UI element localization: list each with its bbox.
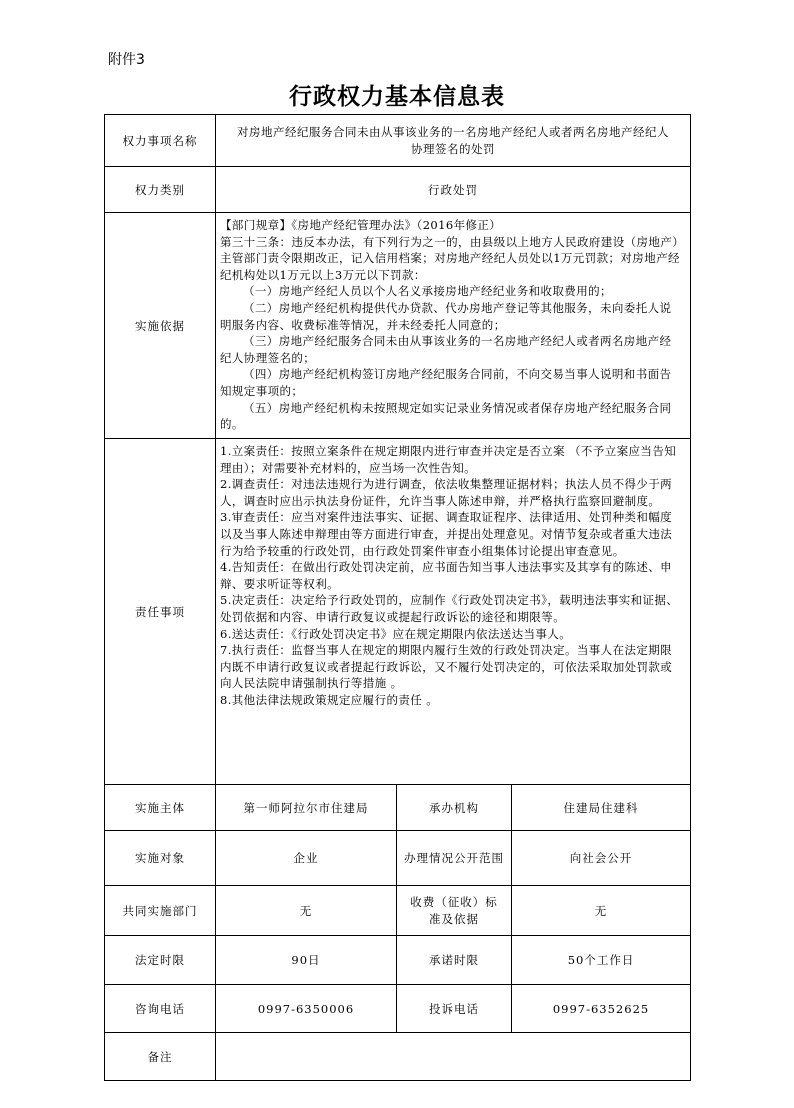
agency-value: 住建局住建科 <box>512 785 691 831</box>
consult-phone-value: 0997-6350006 <box>216 985 397 1033</box>
basis-label: 实施依据 <box>105 213 216 439</box>
row-limit <box>105 936 691 985</box>
joint-value: 无 <box>216 886 397 936</box>
target-label: 实施对象 <box>105 831 216 886</box>
remark-value <box>216 1033 691 1081</box>
row-category <box>105 167 691 213</box>
duty-content <box>216 439 691 785</box>
subject-value: 第一师阿拉尔市住建局 <box>216 785 397 831</box>
disclosure-label: 办理情况公开范围 <box>397 831 512 886</box>
duty-line: 5.决定责任：决定给予行政处罚的，应制作《行政处罚决定书》，载明违法事实和证据、处罚依据和内容、申请行政复议或提起行政诉讼的途径和期限等。 <box>220 593 679 624</box>
duty-line: 2.调查责任：对违法违规行为进行调查，依法收集整理证据材料；执法人员不得少于两人，调查时应出示执法身份证件，允许当事人陈述申辩，并严格执行监察回避制度。 <box>220 477 673 508</box>
fee-value: 无 <box>512 886 691 936</box>
basis-line: （四）房地产经纪机构签订房地产经纪服务合同前，不向交易当事人说明和书面告知规定事项的； <box>220 367 672 398</box>
page-title: 行政权力基本信息表 <box>289 84 505 110</box>
duty-line: 7.执行责任：监督当事人在规定的期限内履行生效的行政处罚决定。当事人在法定期限内既不申请行政复议或者提起行政诉讼，又不履行处罚决定的，可依法采取加处罚款或向人民法院申请强制执行等措施 。 <box>220 643 673 691</box>
duty-line: 1.立案责任：按照立案条件在规定期限内进行审查并决定是否立案 （不予立案应当告知理由）；对需要补充材料的，应当场一次性告知。 <box>220 444 677 475</box>
row-name <box>105 115 691 167</box>
consult-phone-label: 咨询电话 <box>105 985 216 1033</box>
promise-limit-label: 承诺时限 <box>397 936 512 985</box>
attachment-label: 附件3 <box>108 52 145 68</box>
basis-line: （五）房地产经纪机构未按照规定如实记录业务情况或者保存房地产经纪服务合同的。 <box>220 400 672 432</box>
power-name-label: 权力事项名称 <box>105 115 216 167</box>
complaint-phone-value: 0997-6352625 <box>512 985 691 1033</box>
row-basis <box>105 213 691 439</box>
row-duty <box>105 439 691 785</box>
basis-content <box>216 213 691 439</box>
power-category-value: 行政处罚 <box>216 167 691 213</box>
agency-label: 承办机构 <box>397 785 512 831</box>
complaint-phone-label: 投诉电话 <box>397 985 512 1033</box>
legal-limit-value: 90日 <box>216 936 397 985</box>
target-value: 企业 <box>216 831 397 886</box>
power-name-value: 对房地产经纪服务合同未由从事该业务的一名房地产经纪人或者两名房地产经纪人协理签名的处罚 <box>216 115 691 167</box>
duty-line: 3.审查责任：应当对案件违法事实、证据、调查取证程序、法律适用、处罚种类和幅度以及当事人陈述申辩理由等方面进行审查，并提出处理意见。对情节复杂或者重大违法行为给予较重的行政处罚，由行政处罚案件审查小组集体讨论提出审查意见。 <box>220 510 673 558</box>
basis-line: 第三十三条：违反本办法，有下列行为之一的，由县级以上地方人民政府建设（房地产）主管部门责令限期改正，记入信用档案；对房地产经纪人员处以1万元罚款；对房地产经纪机构处以1万元以上3万元以下罚款： <box>220 234 680 282</box>
row-remark <box>105 1033 691 1081</box>
row-subject <box>105 785 691 831</box>
subject-label: 实施主体 <box>105 785 216 831</box>
fee-label: 收费（征收）标准及依据 <box>397 886 512 936</box>
disclosure-value: 向社会公开 <box>512 831 691 886</box>
power-category-label: 权力类别 <box>105 167 216 213</box>
joint-label: 共同实施部门 <box>105 886 216 936</box>
basis-line: （三）房地产经纪服务合同未由从事该业务的一名房地产经纪人或者两名房地产经纪人协理签名的； <box>220 334 672 365</box>
basis-line: （一）房地产经纪人员以个人名义承接房地产经纪业务和收取费用的； <box>243 284 612 299</box>
duty-label: 责任事项 <box>105 439 216 785</box>
legal-limit-label: 法定时限 <box>105 936 216 985</box>
basis-line: （二）房地产经纪机构提供代办贷款、代办房地产登记等其他服务，未向委托人说明服务内容、收费标准等情况，并未经委托人同意的； <box>220 300 672 332</box>
duty-line: 4.告知责任：在做出行政处罚决定前，应书面告知当事人违法事实及其享有的陈述、申辩、要求听证等权利。 <box>220 560 673 591</box>
duty-line: 6.送达责任：《行政处罚决定书》应在规定期限内依法送达当事人。 <box>220 626 572 641</box>
remark-label: 备注 <box>105 1033 216 1081</box>
info-table <box>104 114 691 1081</box>
promise-limit-value: 50个工作日 <box>512 936 691 985</box>
row-target <box>105 831 691 886</box>
duty-line: 8.其他法律法规政策规定应履行的责任 。 <box>220 692 439 707</box>
row-phone <box>105 985 691 1033</box>
basis-line: 【部门规章】《房地产经纪管理办法》（2016年修正） <box>220 218 502 232</box>
row-joint <box>105 886 691 936</box>
